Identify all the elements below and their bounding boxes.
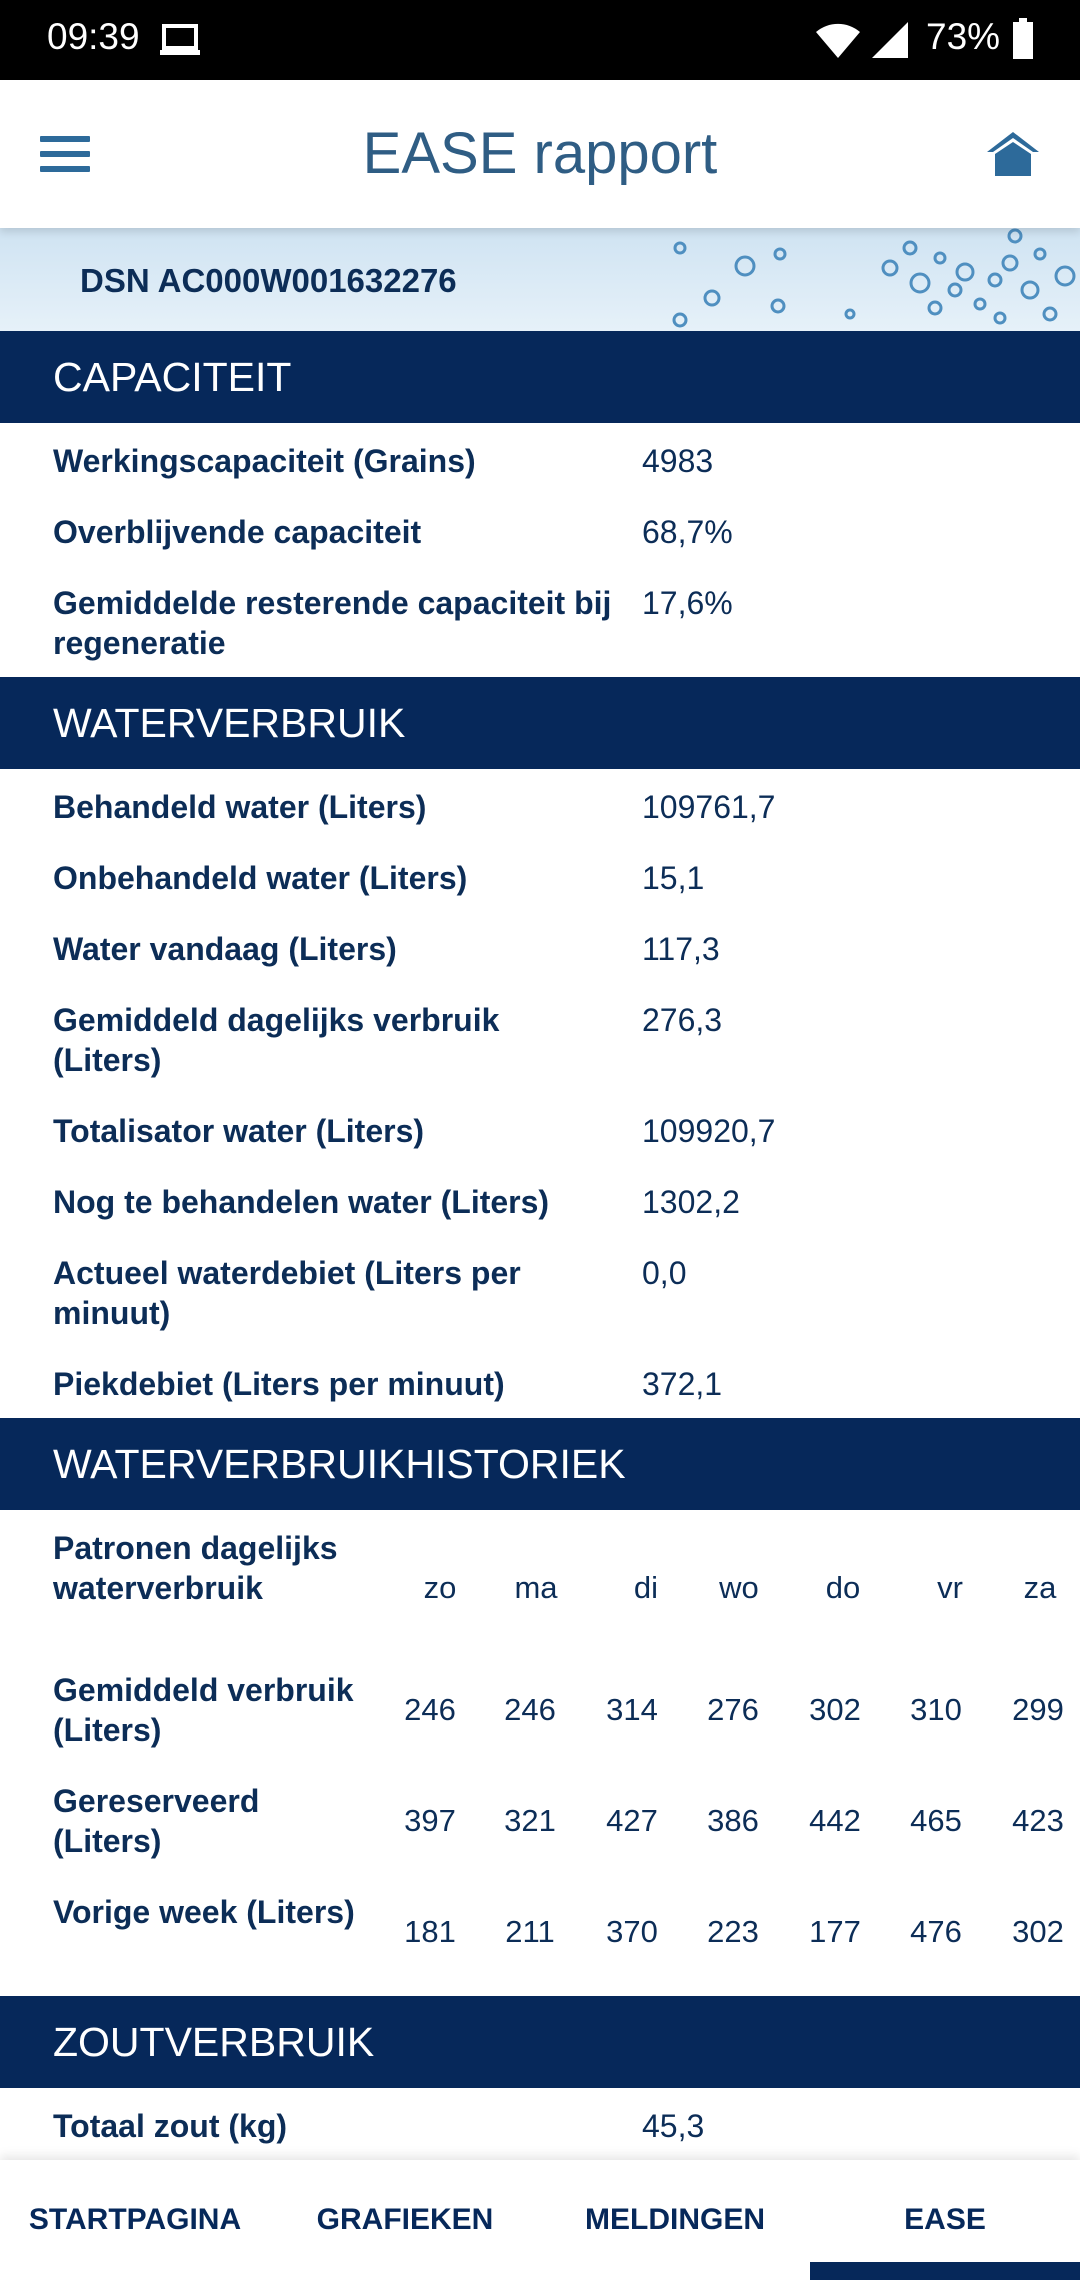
row-value: 17,6% bbox=[642, 585, 733, 621]
dsn-banner bbox=[0, 228, 1080, 331]
section-header-historiek: WATERVERBRUIKHISTORIEK bbox=[0, 1418, 1080, 1510]
history-cell: 246 bbox=[404, 1692, 456, 1727]
history-cell: 177 bbox=[809, 1914, 861, 1949]
day-header: za bbox=[1023, 1570, 1057, 1605]
row-value: 0,0 bbox=[642, 1255, 687, 1291]
day-header: do bbox=[825, 1570, 861, 1605]
history-cell: 397 bbox=[404, 1803, 456, 1838]
bottom-navigation bbox=[0, 2160, 1080, 2280]
history-cell: 302 bbox=[1012, 1914, 1064, 1949]
status-time: 09:39 bbox=[47, 16, 140, 57]
status-bar bbox=[0, 0, 1080, 80]
row-label: Overblijvende capaciteit bbox=[53, 514, 422, 550]
day-header: vr bbox=[937, 1570, 963, 1605]
tab-startpagina[interactable]: STARTPAGINA bbox=[28, 2203, 242, 2236]
history-header-row bbox=[0, 1510, 1080, 1660]
row-nog-te-behandelen-water bbox=[0, 1164, 1080, 1235]
row-totalisator-water bbox=[0, 1093, 1080, 1164]
history-cell: 181 bbox=[404, 1914, 456, 1949]
history-cell: 321 bbox=[504, 1803, 556, 1838]
history-row-label: Gereserveerd (Liters) bbox=[53, 1783, 260, 1859]
history-row-vorige-week bbox=[0, 1882, 1080, 1996]
wifi-icon bbox=[814, 20, 862, 65]
row-value: 68,7% bbox=[642, 514, 733, 550]
row-gemiddeld-dagelijks-verbruik bbox=[0, 982, 1080, 1093]
section-header-capaciteit: CAPACITEIT bbox=[0, 331, 1080, 423]
history-cell: 299 bbox=[1012, 1692, 1064, 1727]
row-value: 15,1 bbox=[642, 860, 705, 896]
history-cell: 302 bbox=[809, 1692, 861, 1727]
history-cell: 423 bbox=[1012, 1803, 1064, 1838]
row-overblijvende-capaciteit bbox=[0, 494, 1080, 565]
history-cell: 427 bbox=[606, 1803, 658, 1838]
history-cell: 476 bbox=[910, 1914, 962, 1949]
report-content[interactable] bbox=[0, 331, 1080, 2159]
history-cell: 386 bbox=[707, 1803, 759, 1838]
row-totaal-zout bbox=[0, 2088, 1080, 2159]
row-value: 109920,7 bbox=[642, 1113, 776, 1149]
row-label: Totaal zout (kg) bbox=[53, 2108, 288, 2144]
laptop-icon bbox=[160, 24, 200, 61]
row-behandeld-water bbox=[0, 769, 1080, 840]
row-actueel-waterdebiet bbox=[0, 1235, 1080, 1346]
row-value: 372,1 bbox=[642, 1366, 723, 1402]
row-gemiddelde-resterende-capaciteit bbox=[0, 565, 1080, 677]
app-bar bbox=[0, 80, 1080, 228]
row-value: 109761,7 bbox=[642, 789, 776, 825]
history-cell: 442 bbox=[809, 1803, 861, 1838]
day-header: wo bbox=[719, 1570, 759, 1605]
row-value: 45,3 bbox=[642, 2108, 705, 2144]
section-header-waterverbruik: WATERVERBRUIK bbox=[0, 677, 1080, 769]
row-onbehandeld-water bbox=[0, 840, 1080, 911]
row-label: Totalisator water (Liters) bbox=[53, 1113, 425, 1149]
tab-meldingen[interactable]: MELDINGEN bbox=[585, 2203, 765, 2236]
row-value: 117,3 bbox=[642, 931, 720, 967]
day-header: zo bbox=[423, 1570, 457, 1605]
history-cell: 370 bbox=[606, 1914, 658, 1949]
history-row-gereserveerd bbox=[0, 1771, 1080, 1882]
row-label: Onbehandeld water (Liters) bbox=[53, 860, 468, 896]
history-row-label: Gemiddeld verbruik (Liters) bbox=[53, 1672, 354, 1748]
signal-icon bbox=[870, 20, 910, 65]
day-header: di bbox=[633, 1570, 659, 1605]
history-cell: 310 bbox=[910, 1692, 962, 1727]
dsn-number: DSN AC000W001632276 bbox=[80, 262, 457, 299]
home-icon[interactable] bbox=[985, 130, 1041, 183]
row-label: Gemiddeld dagelijks verbruik (Liters) bbox=[53, 1002, 500, 1078]
page-title: EASE rapport bbox=[362, 121, 718, 186]
row-label: Water vandaag (Liters) bbox=[53, 931, 397, 967]
tab-ease[interactable]: EASE bbox=[810, 2160, 1080, 2280]
row-label: Gemiddelde resterende capaciteit bij regeneratie bbox=[53, 585, 612, 661]
bubbles-decoration bbox=[620, 228, 1080, 331]
row-value: 1302,2 bbox=[642, 1184, 740, 1220]
battery-percent: 73% bbox=[926, 16, 1001, 57]
row-water-vandaag bbox=[0, 911, 1080, 982]
history-row-label: Vorige week (Liters) bbox=[53, 1894, 355, 1930]
history-cell: 246 bbox=[504, 1692, 556, 1727]
history-cell: 276 bbox=[707, 1692, 759, 1727]
row-label: Piekdebiet (Liters per minuut) bbox=[53, 1366, 505, 1402]
history-row-gemiddeld bbox=[0, 1660, 1080, 1771]
day-header: ma bbox=[514, 1570, 558, 1605]
row-label: Actueel waterdebiet (Liters per minuut) bbox=[53, 1255, 521, 1331]
row-value: 276,3 bbox=[642, 1002, 723, 1038]
history-cell: 211 bbox=[505, 1914, 555, 1949]
history-cell: 223 bbox=[707, 1914, 759, 1949]
battery-icon bbox=[1012, 18, 1034, 65]
row-piekdebiet bbox=[0, 1346, 1080, 1418]
row-label: Werkingscapaciteit (Grains) bbox=[53, 443, 476, 479]
row-value: 4983 bbox=[642, 443, 714, 479]
history-cell: 314 bbox=[606, 1692, 658, 1727]
row-werkingscapaciteit bbox=[0, 423, 1080, 494]
tab-grafieken[interactable]: GRAFIEKEN bbox=[316, 2203, 494, 2236]
row-label: Behandeld water (Liters) bbox=[53, 789, 427, 825]
section-header-zoutverbruik: ZOUTVERBRUIK bbox=[0, 1996, 1080, 2088]
history-header-label: Patronen dagelijks waterverbruik bbox=[53, 1530, 338, 1606]
row-label: Nog te behandelen water (Liters) bbox=[53, 1184, 550, 1220]
history-cell: 465 bbox=[910, 1803, 962, 1838]
